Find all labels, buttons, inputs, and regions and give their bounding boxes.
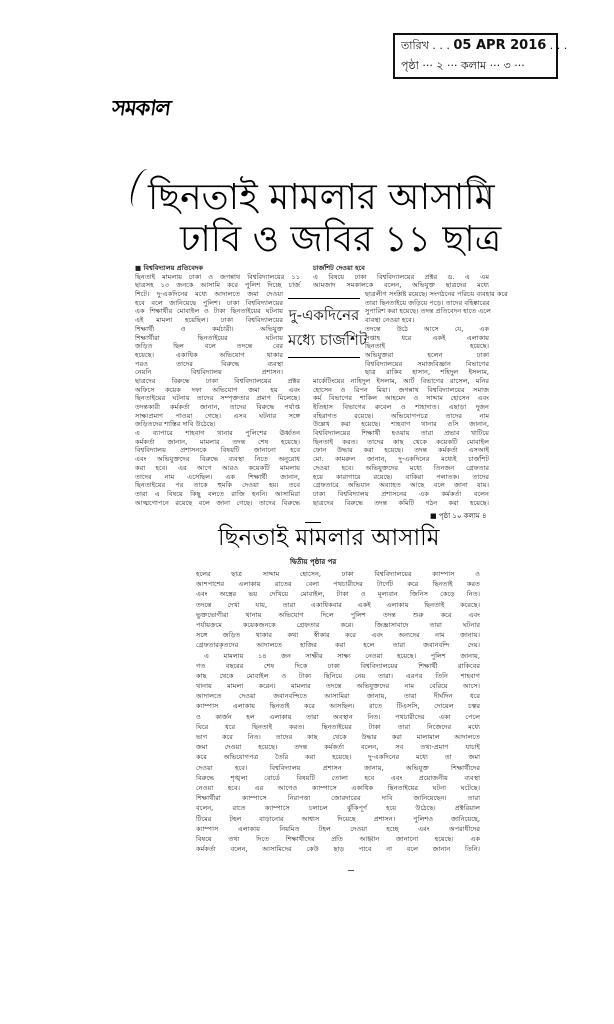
text-line: শিটে। দু-একদিনের মধ্যে আদালতে জমা দেওয়া	[135, 290, 283, 299]
text-line: এ মামলায় ১৪ জন সাক্ষীর সাক্ষ্য নেওয়া হয়েছে। পুলিশ জানায়,	[204, 651, 480, 660]
article-left-column	[135, 264, 300, 507]
headline-line-2: ঢাবি ও জবির ১১ ছাত্র	[180, 219, 502, 260]
text-line: ভুক্তভোগীরা থানায় অভিযোগ দিলে পুলিশ তদন্ত শুরু করে এবং	[196, 610, 480, 619]
text-line: এই মামলা হয়েছিল। ঢাকা বিশ্ববিদ্যালয়ের	[135, 316, 283, 325]
text-line: ছাত্রদের বিরুদ্ধে ঢাকা বিশ্ববিদ্যালয়ের প্রক্টর	[135, 376, 300, 385]
text-line: এ বিষয়ে ঢাকা বিশ্ববিদ্যালয়ের প্রক্টর ড. এ এম	[313, 272, 489, 281]
text-line: শিক্ষার্থীরা ছিনতাইয়ের ঘটনায়	[135, 333, 283, 342]
text-line: করা হবে। এর আগে আরও কয়েকটি মামলায়	[135, 463, 300, 472]
text-line: আদালতে দেওয়া জবানবন্দিতে আসামিরা জানায়, তারা দীর্ঘদিন ধরে	[196, 692, 480, 701]
text-line: হোসেন ও রিপন মিয়া। জগন্নাথ বিশ্ববিদ্যালয়ের সমাজ	[313, 385, 489, 394]
text-line: ভাগ করে নিত। তাদের কাছ থেকে উদ্ধার করা মালামাল আদালতে	[196, 733, 480, 741]
text-line: চার্জশিট দেওয়া হবে	[313, 264, 365, 272]
text-line: ইতিহাস বিভাগের রুবেল ও শাহাদাত। এছাড়া দুজন	[313, 403, 489, 411]
text-line: টিমের টহল বাড়ানোর আশ্বাস দিয়েছে প্রশাসন। পুলিশও জানিয়েছে,	[196, 814, 480, 823]
text-line: বিরুদ্ধে শৃঙ্খলা বোর্ডে বিষয়টি তোলা হবে এবং প্রয়োজনীয় ব্যবস্থা	[196, 773, 480, 782]
text-line: গ্রেফতারকৃতদের আদালতে হাজির করা হলে তারা জবানবন্দি দেয়।	[196, 641, 480, 650]
text-line: শিক্ষার্থী ও কর্মচারী। অভিযুক্ত	[135, 324, 283, 333]
text-line: আত্মগোপনে রয়েছে বলে জানা গেছে। তাদের বিরুদ্ধে	[135, 498, 300, 507]
text-line: পরও তাদের বিরুদ্ধে ব্যবস্থা	[135, 359, 283, 368]
text-line: অফিসে কয়েক দফা অভিযোগ জমা হয় এবং	[135, 385, 300, 394]
text-line: ছিনতাইয়ের পর তাকে হুমকি দেওয়া হয়। তবে	[135, 481, 300, 490]
pull-quote	[288, 298, 368, 358]
text-line: দেওয়া হবে। অভিযুক্তদের মধ্যে তিনজন গ্রেফতার	[313, 463, 489, 472]
text-line: কাছ থেকে মোবাইল ও টাকা ছিনিয়ে নেয় তারা। এরপর তিনি শাহবাগ	[196, 671, 480, 680]
continuation-headline: ছিনতাই মামলার আসামি	[218, 525, 440, 551]
continued-from-label: দ্বিতীয় পৃষ্ঠার পর	[290, 558, 337, 566]
text-line: তাদের নাম এসেছিল। এক শিক্ষার্থী জানান,	[135, 472, 300, 481]
text-line: তদন্তকারী কর্মকর্তা জানান, তাদের বিরুদ্ধে পর্যাপ্ত	[135, 403, 300, 411]
text-line: তারা ছিনতাইয়ে জড়িয়ে পড়ে। তাদের বহিষ্কারের	[365, 298, 490, 307]
text-line: হয়েছে। একাধিক অভিযোগ থাকার	[135, 350, 283, 359]
text-line: ছিনতাইয়ের ঘটনায় তাদের সম্পৃক্ততার প্রমাণ মিলেছে।	[135, 394, 300, 403]
text-line: এবং অস্ত্রের ভয় দেখিয়ে মোবাইল, টাকা ও মূল্যবান জিনিস কেড়ে নিত।	[196, 590, 480, 599]
text-line: ছিনতাই মামলায় ঢাকা ও জগন্নাথ বিশ্ববিদ্যালয়ের ১১	[135, 272, 300, 281]
text-line: থানায় মামলা করেন। মামলার তদন্তে অভিযুক্তদের নাম বেরিয়ে আসে।	[196, 682, 480, 691]
stamp-page-label: পৃষ্ঠা	[401, 59, 419, 72]
text-line: অভিযুক্তরা হলেন ঢাকা	[365, 350, 489, 359]
text-line: ও কার্জন হল এলাকায় তারা অবস্থান নিত। পথচারীদের একা পেলে	[196, 712, 480, 721]
text-line: বহিরাগত রয়েছে। অভিযোগপত্রে তাদের নাম	[313, 411, 489, 420]
text-line: কর্মকর্তা বলেন, আসামিদের কেউ ছাড় পাবে না বলে জানান তিনি।	[196, 845, 480, 854]
text-line: বলেন, রাতে ক্যাম্পাসে চলাচল ঝুঁকিপূর্ণ হয়ে উঠেছে। প্রক্টরিয়াল	[196, 804, 480, 813]
text-line: সাক্ষ্যপ্রমাণ পাওয়া গেছে। এসব ঘটনার সঙ্গে	[135, 411, 300, 420]
text-line: এ ব্যাপারে শাহবাগ থানার পুলিশের ঊর্ধ্বতন	[135, 429, 300, 438]
text-line: ঢাকা বিশ্ববিদ্যালয় প্রশাসনের এক কর্মকর্তা বলেন	[313, 489, 489, 498]
text-line: ছাত্র রাকিব হাসান, শহিদুল ইসলাম,	[365, 368, 489, 377]
text-line: ছিনতাই করত। তাদের কাছ থেকে কয়েকটি মোবাইল	[313, 437, 489, 446]
text-line: মো. কামরুল জানান, দু-একদিনের মধ্যেই চার্জশিট	[313, 455, 489, 464]
text-line: ■ বিশ্ববিদ্যালয় প্রতিবেদক	[135, 264, 203, 272]
headline-line-1: ছিনতাই মামলার আসামি	[148, 177, 495, 218]
text-line: হবে বলে জানিয়েছে পুলিশ। ঢাকা বিশ্ববিদ্যালয়ের	[135, 298, 283, 307]
text-line: ছাত্রলীগ সংশ্লিষ্ট রয়েছে। সংগঠনের পরিচয় ব্যবহার করে	[365, 290, 508, 299]
text-line: নেয়নি বিশ্ববিদ্যালয় প্রশাসন।	[135, 368, 283, 377]
text-line: সুপারিশ করা হয়েছে। তদন্ত প্রতিবেদন হাতে এলে	[365, 307, 491, 316]
text-line: বিষয়ে তথ্য দিতে শিক্ষার্থীদের প্রতি আহ্বান জানানো হয়েছে। এক	[196, 834, 480, 843]
text-line: ফোন উদ্ধার করা হয়েছে। তদন্ত কর্মকর্তা এসআই	[313, 446, 489, 455]
text-line: তারা এ বিষয়ে কিছু বলতে রাজি হননি। আসামিরা	[135, 489, 300, 498]
text-line: কর্ম বিভাগের শাকিল আহমেদ ও সাদ্দাম হোসেন এবং	[313, 394, 489, 403]
stamp-page-value: ২	[436, 59, 444, 72]
text-line: আশপাশের এলাকায় রাতের বেলা পথচারীদের টার্গেট করে ছিনতাই করত	[196, 580, 480, 589]
text-line: জড়িত ছিল বলে তদন্তে বের	[135, 342, 283, 351]
text-line: জড়িতদের শাস্তির দাবি উঠেছে।	[135, 420, 216, 429]
continuation-body	[196, 569, 480, 854]
stamp-date-row: তারিখ . . . 05 APR 2016 . . .	[401, 38, 568, 53]
stamp-page-row: পৃষ্ঠা ··· ২ ··· কলাম ··· ৩ ···	[401, 59, 525, 72]
text-line: নেওয়া হবে। এর আগেও ক্যাম্পাসে একাধিক ছিনতাইয়ের ঘটনা ঘটেছে।	[196, 783, 480, 792]
text-line: বিশ্ববিদ্যালয়ের সমাজবিজ্ঞান বিভাগের	[365, 359, 489, 368]
pull-quote-line-1: দু-একদিনের	[288, 306, 360, 324]
page-reference: ■ পৃষ্ঠা ১০ কলাম ৪	[430, 512, 487, 520]
text-line: ছাত্রসহ ১৩ জনকে আসামি করে পুলিশ দিচ্ছে চার্জ	[135, 281, 300, 290]
stamp-date-value: 05 APR 2016	[453, 38, 547, 53]
text-line: আমজাদ সমকালকে বলেন, অভিযুক্ত ছাত্রদের মধ্যে	[313, 281, 489, 290]
text-line: এক শিক্ষার্থীর মোবাইল ও টাকা ছিনতাইয়ের ঘটনায়	[135, 307, 283, 316]
text-line: ক্যাম্পাস এলাকায় ছিনতাই করে আসছিল। রাতে টিএসসি, দোয়েল চত্বর	[196, 702, 480, 711]
stamp-date-label: তারিখ	[401, 39, 429, 52]
text-line: বিশ্ববিদ্যালয়ের শিক্ষার্থী হওয়ায় তারা প্রভাব খাটিয়ে	[313, 429, 489, 438]
text-line: বিশ্ববিদ্যালয় প্রশাসনকে বিষয়টি জানানো হবে	[135, 446, 300, 455]
text-line: সপ্তাহ ধরে একই এলাকায়	[365, 333, 489, 342]
pull-quote-line-2: মধ্যে চার্জশিট	[288, 331, 368, 349]
text-line: দেওয়া হবে। বিশ্ববিদ্যালয় প্রশাসন জানায়, অভিযুক্ত শিক্ষার্থীদের	[196, 763, 480, 772]
stamp-column-label: কলাম	[460, 59, 487, 72]
scan-speck	[348, 870, 354, 871]
text-line: করে অভিযোগপত্র তৈরি করা হয়েছে। দু-একদিনের মধ্যে তা জমা	[196, 753, 480, 762]
divider	[305, 522, 321, 523]
text-line: ছাত্রদের বিরুদ্ধে তদন্ত কমিটি গঠন করা হয়েছে।	[313, 498, 489, 507]
archive-date-stamp	[393, 33, 568, 79]
text-line: শিক্ষার্থীরা ক্যাম্পাসে নিরাপত্তা জোরদারের দাবি জানিয়েছেন। তারা	[196, 794, 480, 803]
text-line: পর্যায়ক্রমে কয়েকজনকে গ্রেফতার করে। জিজ্ঞাসাবাদে তারা ঘটনার	[196, 620, 480, 629]
text-line: ঘিরে ধরে ছিনতাই করত। ছিনতাইয়ের টাকা তারা নিজেদের মধ্যে	[196, 722, 480, 731]
text-line: হলের ছাত্র সাদ্দাম হোসেন, ঢাকা বিশ্ববিদ্যালয়ের ক্যাম্পাস ও	[196, 570, 480, 578]
text-line: কর্মকর্তা জানান, মামলার তদন্ত শেষ হয়েছে।	[135, 437, 300, 446]
text-line: তদন্তে উঠে আসে যে, এক	[365, 324, 489, 333]
text-line: তদন্তে দেখা যায়, তারা একাধিকবার একই এলাকায় ছিনতাই করেছে।	[196, 600, 480, 609]
text-line: উল্লেখ করা হয়েছে। শাহবাগ থানার ওসি জানান,	[313, 420, 489, 429]
text-line: গ্রেফতারে অভিযান অব্যাহত আছে বলে জানা যায়।	[313, 481, 489, 490]
stamp-column-value: ৩	[503, 59, 511, 72]
text-line: হয়ে কারাগারে রয়েছে। বাকিরা পলাতক। তাদের	[313, 472, 489, 481]
text-line: গত বছরের শেষ দিকে ঢাকা বিশ্ববিদ্যালয়ের শিক্ষার্থী রাকিবের	[196, 661, 480, 670]
text-line: ক্যাম্পাস এলাকায় নিয়মিত টহল দেওয়া হচ্ছে এবং অপরাধীদের	[196, 824, 480, 833]
newspaper-masthead-logo: সমকাল	[110, 96, 172, 120]
text-line: মার্কেটিংয়ের নাহিদুল ইসলাম, আর্ট বিভাগের রাসেল, মনির	[313, 376, 489, 385]
text-line: সঙ্গে জড়িত থাকার কথা স্বীকার করে এবং অন্যদের নাম জানায়।	[196, 631, 480, 640]
text-line: ছিনতাই হয়েছে।	[365, 342, 489, 351]
text-line: এবং অভিযুক্তদের বিরুদ্ধে ব্যবস্থা নিতে অনুরোধ	[135, 455, 300, 464]
text-line: ব্যবস্থা নেওয়া হবে।	[365, 316, 415, 325]
text-line: জমা দেওয়া হয়েছে। তদন্ত কর্মকর্তা বলেন, সব তথ্য-প্রমাণ যাচাই	[196, 743, 480, 752]
